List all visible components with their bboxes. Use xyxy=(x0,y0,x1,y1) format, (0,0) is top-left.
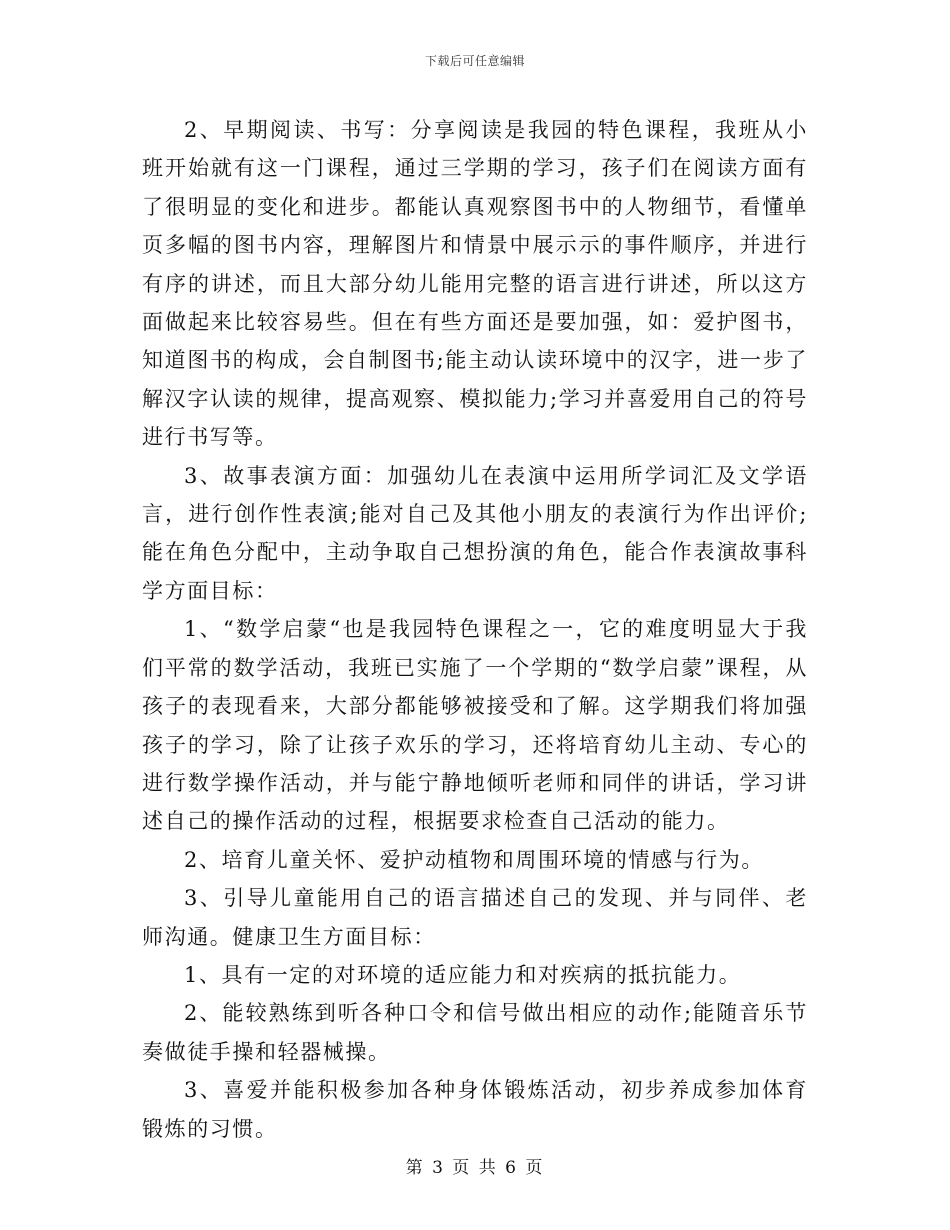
paragraph: 2、能较熟练到听各种口令和信号做出相应的动作;能随音乐节奏做徒手操和轻器械操。 xyxy=(142,1001,808,1064)
paragraph: 1、具有一定的对环境的适应能力和对疾病的抵抗能力。 xyxy=(184,962,742,987)
document-body xyxy=(142,111,808,1148)
paragraph: 2、培育儿童关怀、爱护动植物和周围环境的情感与行为。 xyxy=(184,847,764,872)
paragraph: 1、“数学启蒙“也是我园特色课程之一，它的难度明显大于我们平常的数学活动，我班已实施了一个学期的“数学启蒙”课程，从孩子的表现看来，大部分都能够被接受和了解。这学期我们将加强孩子的学习，除了让孩子欢乐的学习，还将培育幼儿主动、专心的进行数学操作活动，并与能宁静地倾听老师和同伴的讲话，学习讲述自己的操作活动的过程，根据要求检查自己活动的能力。 xyxy=(142,617,808,834)
paragraph: 3、故事表演方面：加强幼儿在表演中运用所学词汇及文学语言，进行创作性表演;能对自己及其他小朋友的表演行为作出评价;能在角色分配中，主动争取自己想扮演的角色，能合作表演故事科学方面目标： xyxy=(142,463,808,603)
page-number-footer: 第 3 页 共 6 页 xyxy=(405,1158,545,1178)
header-note: 下载后可任意编辑 xyxy=(424,54,525,68)
paragraph: 3、引导儿童能用自己的语言描述自己的发现、并与同伴、老师沟通。健康卫生方面目标： xyxy=(142,886,808,949)
paragraph: 3、喜爱并能积极参加各种身体锻炼活动，初步养成参加体育锻炼的习惯。 xyxy=(142,1078,808,1141)
paragraph: 2、早期阅读、书写：分享阅读是我园的特色课程，我班从小班开始就有这一门课程，通过三学期的学习，孩子们在阅读方面有了很明显的变化和进步。都能认真观察图书中的人物细节，看懂单页多幅的图书内容，理解图片和情景中展示示的事件顺序，并进行有序的讲述，而且大部分幼儿能用完整的语言进行讲述，所以这方面做起来比较容易些。但在有些方面还是要加强，如：爱护图书，知道图书的构成，会自制图书;能主动认读环境中的汉字，进一步了解汉字认读的规律，提高观察、模拟能力;学习并喜爱用自己的符号进行书写等。 xyxy=(142,118,808,450)
